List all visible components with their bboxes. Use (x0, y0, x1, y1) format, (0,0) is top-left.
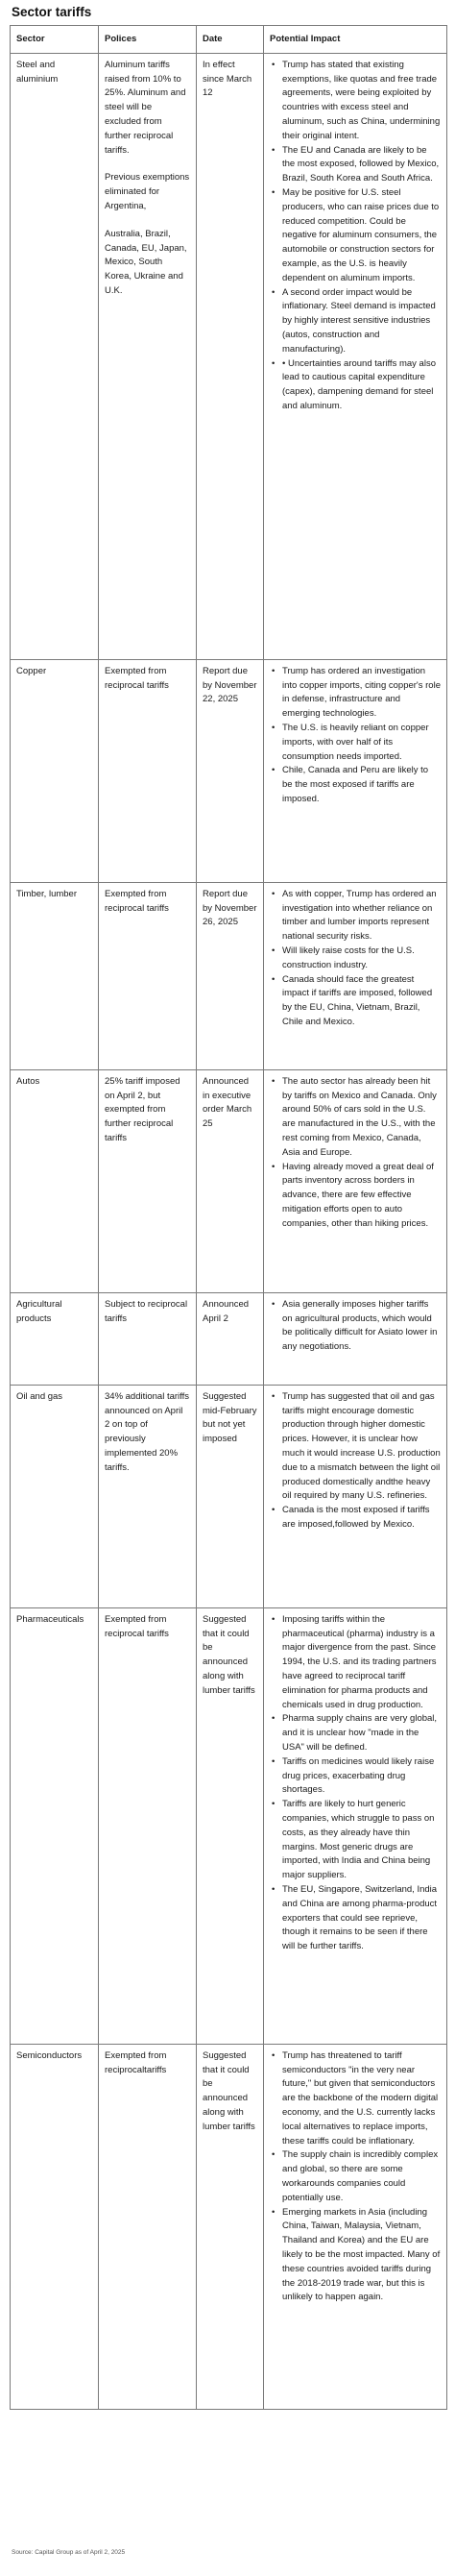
impact-list (270, 1298, 441, 1355)
impact-item: • The EU and Canada are likely to be the most exposed, followed by Mexico, Brazil, South Korea and South Africa. (270, 144, 441, 186)
date-cell: Report due by November 22, 2025 (197, 659, 264, 882)
table-row (11, 882, 447, 1069)
impact-item: • Tariffs are likely to hurt generic companies, which struggle to pass on costs, as they already have thin margins. Most generic drugs are imported, with India and China being major suppliers. (270, 1798, 441, 1883)
date-cell: Report due by November 26, 2025 (197, 882, 264, 1069)
sector-cell: Steel and aluminium (11, 53, 99, 659)
impact-item: • May be positive for U.S. steel producers, who can raise prices due to reduced competition. Could be negative for aluminum consumers, the automobile or construction sectors for example, as the U.S. is heavily dependent on aluminum imports. (270, 186, 441, 286)
date-cell: Suggested that it could be announced along with lumber tariffs (197, 2044, 264, 2409)
policy-paragraph: Australia, Brazil, Canada, EU, Japan, Mexico, South Korea, Ukraine and U.K. (105, 228, 187, 296)
policies-cell (99, 1385, 197, 1607)
date-cell: Announced April 2 (197, 1292, 264, 1385)
impact-item: • Chile, Canada and Peru are likely to be the most exposed if tariffs are imposed. (270, 764, 441, 806)
impact-list (270, 888, 441, 1030)
impact-item: • Tariffs on medicines would likely raise drug prices, exacerbating drug shortages. (270, 1755, 441, 1798)
impact-list (270, 1075, 441, 1232)
impact-cell (264, 2044, 447, 2409)
policy-paragraph: 25% tariff imposed on April 2, but exempted from further reciprocal tariffs (105, 1075, 180, 1143)
impact-list (270, 665, 441, 807)
header-policies: Polices (99, 26, 197, 54)
table-row (11, 1069, 447, 1292)
sector-cell: Copper (11, 659, 99, 882)
table-row (11, 1292, 447, 1385)
impact-item: • Emerging markets in Asia (including China, Taiwan, Malaysia, Vietnam, Thailand and Korea) and the EU are likely to be the most impacted. Many of these countries avoided tariffs during the 2018-2019 trade war, but this is unlikely to happen again. (270, 2206, 441, 2306)
sector-cell: Autos (11, 1069, 99, 1292)
sector-cell: Agricultural products (11, 1292, 99, 1385)
impact-cell (264, 1292, 447, 1385)
policy-paragraph: Exempted from reciprocaltariffs (105, 2049, 167, 2075)
impact-list (270, 1613, 441, 1954)
header-sector: Sector (11, 26, 99, 54)
policy-paragraph: Previous exemptions eliminated for Argentina, (105, 172, 190, 211)
impact-item: • Having already moved a great deal of parts inventory across borders in advance, there are few effective mitigation efforts open to auto companies, other than hiking prices. (270, 1161, 441, 1232)
policy-paragraph: Exempted from reciprocal tariffs (105, 1613, 169, 1639)
impact-cell (264, 1385, 447, 1607)
impact-item: • A second order impact would be inflationary. Steel demand is impacted by highly interest sensitive industries (autos, construction and manufacturing). (270, 286, 441, 357)
impact-item: • Trump has suggested that oil and gas tariffs might encourage domestic production through higher domestic prices. However, it is unclear how much it would increase U.S. production due to a mismatch between the light oil produced domestically andthe heavy oil required by many U.S. refineries. (270, 1390, 441, 1504)
table-row (11, 1385, 447, 1607)
policy-paragraph: Aluminum tariffs raised from 10% to 25%. Aluminum and steel will be excluded from further reciprocal tariffs. (105, 59, 186, 156)
impact-cell (264, 1607, 447, 2044)
table-row (11, 2044, 447, 2409)
date-cell: Suggested mid-February but not yet imposed (197, 1385, 264, 1607)
policy-paragraph: Exempted from reciprocal tariffs (105, 888, 169, 914)
policies-cell (99, 1069, 197, 1292)
impact-cell (264, 659, 447, 882)
policies-cell (99, 1292, 197, 1385)
impact-item: • The auto sector has already been hit by tariffs on Mexico and Canada. Only around 50% of cars sold in the U.S. are manufactured in the U.S., with the rest coming from Mexico, Canada, Asia and Europe. (270, 1075, 441, 1161)
sector-cell: Semiconductors (11, 2044, 99, 2409)
impact-item: • The supply chain is incredibly complex and global, so there are some workarounds companies could potentially use. (270, 2148, 441, 2205)
sector-cell: Pharmaceuticals (11, 1607, 99, 2044)
source-footnote: Source: Capital Group as of April 2, 2025 (12, 2549, 126, 2556)
impact-item: • Trump has threatened to tariff semiconductors "in the very near future," but given that semiconductors are the backbone of the modern digital economy, and the U.S. currently lacks local alternatives to replace imports, these tariffs could be inflationary. (270, 2049, 441, 2149)
policies-cell (99, 882, 197, 1069)
impact-list (270, 2049, 441, 2305)
impact-item: • Trump has stated that existing exemptions, like quotas and free trade agreements, were being exploited by countries with excess steel and aluminum, such as China, undermining their original intent. (270, 59, 441, 144)
table-row (11, 659, 447, 882)
header-potential-impact: Potential Impact (264, 26, 447, 54)
table-row (11, 1607, 447, 2044)
policies-cell (99, 53, 197, 659)
header-date: Date (197, 26, 264, 54)
impact-item: • As with copper, Trump has ordered an investigation into whether reliance on timber and lumber imports represent national security risks. (270, 888, 441, 945)
impact-item: • Canada should face the greatest impact if tariffs are imposed, followed by the EU, China, Vietnam, Brazil, Chile and Mexico. (270, 973, 441, 1030)
page-title: Sector tariffs (12, 5, 92, 19)
impact-list (270, 59, 441, 414)
policy-paragraph: 34% additional tariffs announced on April 2 on top of previously implemented 20% tariffs. (105, 1390, 190, 1473)
sector-cell: Timber, lumber (11, 882, 99, 1069)
sector-cell: Oil and gas (11, 1385, 99, 1607)
impact-item: • Canada is the most exposed if tariffs are imposed,followed by Mexico. (270, 1504, 441, 1533)
impact-cell (264, 1069, 447, 1292)
impact-cell (264, 53, 447, 659)
impact-item: • Imposing tariffs within the pharmaceutical (pharma) industry is a major divergence from the past. Since 1994, the U.S. and its trading partners have agreed to reciprocal tariff elimination for pharma products and chemicals used in drug production. (270, 1613, 441, 1713)
policy-paragraph: Exempted from reciprocal tariffs (105, 665, 169, 691)
impact-item: • The U.S. is heavily reliant on copper imports, with over half of its consumption needs imported. (270, 722, 441, 764)
impact-cell (264, 882, 447, 1069)
table-body (11, 53, 447, 2409)
policies-cell (99, 1607, 197, 2044)
date-cell: Announced in executive order March 25 (197, 1069, 264, 1292)
impact-item: • Pharma supply chains are very global, and it is unclear how "made in the USA" will be defined. (270, 1712, 441, 1754)
impact-item: • Trump has ordered an investigation into copper imports, citing copper's role in defense, infrastructure and emerging technologies. (270, 665, 441, 722)
table-row (11, 53, 447, 659)
policies-cell (99, 2044, 197, 2409)
table-header-row (11, 26, 447, 54)
policies-cell (99, 659, 197, 882)
policy-paragraph: Subject to reciprocal tariffs (105, 1298, 188, 1324)
impact-item: • • Uncertainties around tariffs may also lead to cautious capital expenditure (capex), dampening demand for steel and aluminum. (270, 357, 441, 414)
impact-item: • The EU, Singapore, Switzerland, India and China are among pharma-product exporters that could see reprieve, though it remains to be seen if there will be further tariffs. (270, 1883, 441, 1954)
impact-item: • Asia generally imposes higher tariffs on agricultural products, which would be politically difficult for Asiato lower in any negotiations. (270, 1298, 441, 1355)
sector-tariffs-table (10, 25, 447, 2410)
date-cell: In effect since March 12 (197, 53, 264, 659)
impact-list (270, 1390, 441, 1533)
impact-item: • Will likely raise costs for the U.S. construction industry. (270, 945, 441, 973)
date-cell: Suggested that it could be announced along with lumber tariffs (197, 1607, 264, 2044)
